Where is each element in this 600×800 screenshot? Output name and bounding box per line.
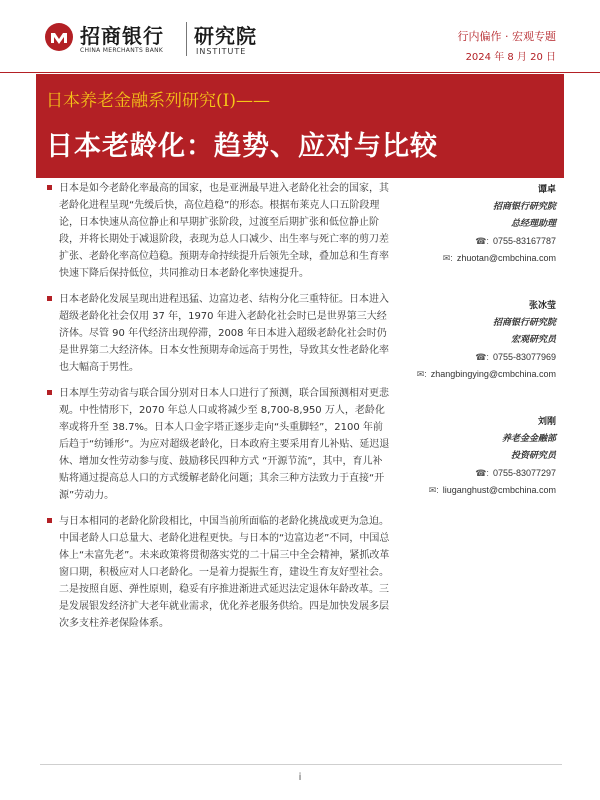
paragraph-text: 日本老龄化发展呈现出进程迅猛、边富边老、结构分化三重特征。日本进入超级老龄化社会仅用 37 年，1970 年进入老龄化社会时已是世界第三大经济体。尽管 90 年代经济出现停滞，2008 年日本进入超级老龄化社会时仍是世界第二大经济体。日本女性预期寿命远高于男性，导致其女性老龄化率也大幅高于男性。 <box>59 294 389 373</box>
analyst-card <box>406 414 556 499</box>
analyst-name: 张冰莹 <box>528 301 556 311</box>
analyst-org: 招商银行研究院 <box>492 202 556 212</box>
summary-paragraph <box>47 513 392 632</box>
analyst-phone: ☎: 0755-83167787 <box>475 236 556 246</box>
footer-rule <box>40 764 562 765</box>
cmb-logo-icon <box>44 22 74 52</box>
analyst-phone: ☎: 0755-83077297 <box>475 468 556 478</box>
phone-icon: ☎: <box>475 468 489 478</box>
analyst-email[interactable]: ✉: zhuotan@cmbchina.com <box>442 253 556 263</box>
header-divider <box>186 22 187 56</box>
analyst-name: 刘刚 <box>537 417 556 427</box>
report-date: 2024 年 8 月 20 日 <box>465 52 556 63</box>
analyst-email[interactable]: ✉: liuganghust@cmbchina.com <box>428 485 556 495</box>
series-title: 日本养老金融系列研究(I)—— <box>46 91 270 111</box>
institute-name-en: INSTITUTE <box>196 47 247 56</box>
header-rule <box>0 72 600 73</box>
analyst-title: 宏观研究员 <box>510 335 556 345</box>
summary-column <box>47 180 392 641</box>
brand-name: 招商银行 <box>80 24 164 48</box>
paragraph-text: 与日本相同的老龄化阶段相比，中国当前所面临的老龄化挑战或更为急迫。中国老龄人口总量大、老龄化进程更快。与日本的“边富边老”不同，中国总体上“未富先老”。未来政策将贯彻落实党的二十届三中全会精神，紧抓改革窗口期，积极应对人口老龄化。一是着力提振生育，建设生育友好型社会。二是按照自愿、弹性原则，稳妥有序推进渐进式延迟法定退休年龄改革。三是发展银发经济扩大老年就业需求，优化养老服务供给。四是加快发展多层次多支柱养老保险体系。 <box>59 516 390 629</box>
bullet-icon <box>47 518 52 523</box>
bullet-icon <box>47 296 52 301</box>
analyst-title: 总经理助理 <box>510 219 556 229</box>
institute-name: 研究院 <box>194 24 257 48</box>
analyst-phone: ☎: 0755-83077969 <box>475 352 556 362</box>
page-number: i <box>298 772 302 783</box>
paragraph-text: 日本是如今老龄化率最高的国家，也是亚洲最早进入老龄化社会的国家，其老龄化进程呈现“先缓后快，高位趋稳”的形态。根据布莱克人口五阶段理论，日本快速从高位静止和早期扩张阶段，过渡至后期扩张和低位静止阶段，并将长期处于减退阶段，表现为总人口减少、出生率与死亡率的剪刀差扩张、老龄化率高位趋稳。预期寿命持续提升后领先全球，叠加总和生育率快速下降后保持低位，共同推动日本老龄化率快速提升。 <box>59 183 389 279</box>
analyst-card <box>406 298 556 383</box>
phone-icon: ☎: <box>475 236 489 246</box>
analyst-title: 投资研究员 <box>510 451 556 461</box>
bullet-icon <box>47 390 52 395</box>
email-icon: ✉: <box>428 485 439 495</box>
email-icon: ✉: <box>442 253 453 263</box>
summary-paragraph <box>47 385 392 504</box>
analyst-org: 养老金金融部 <box>501 434 556 444</box>
report-type: 行内偏作 · 宏观专题 <box>457 30 556 43</box>
summary-paragraph <box>47 180 392 282</box>
analyst-email[interactable]: ✉: zhangbingying@cmbchina.com <box>416 369 556 379</box>
analyst-org: 招商银行研究院 <box>492 318 556 328</box>
phone-icon: ☎: <box>475 352 489 362</box>
bullet-icon <box>47 185 52 190</box>
paragraph-text: 日本厚生劳动省与联合国分别对日本人口进行了预测，联合国预测相对更悲观。中性情形下，2070 年总人口或将减少至 8,700-8,950 万人，老龄化率或将升至 38.7%。日本人口金字塔正逐步走向“头重脚轻”，2100 年前后趋于“纺锤形”。为应对超级老龄化，日本政府主要采用育儿补贴、延迟退休、增加女性劳动参与度、鼓励移民四种方式 “开源节流”，其中，育儿补贴将通过提高总人口的方式缓解老龄化问题；其余三种方法致力于直接“开源”劳动力。 <box>59 388 390 501</box>
analyst-name: 谭卓 <box>537 185 556 195</box>
analyst-card <box>406 182 556 267</box>
report-header <box>0 0 600 72</box>
email-icon: ✉: <box>416 369 427 379</box>
summary-paragraph <box>47 291 392 376</box>
report-title: 日本老龄化：趋势、应对与比较 <box>46 131 438 162</box>
brand-name-en: CHINA MERCHANTS BANK <box>80 47 164 54</box>
